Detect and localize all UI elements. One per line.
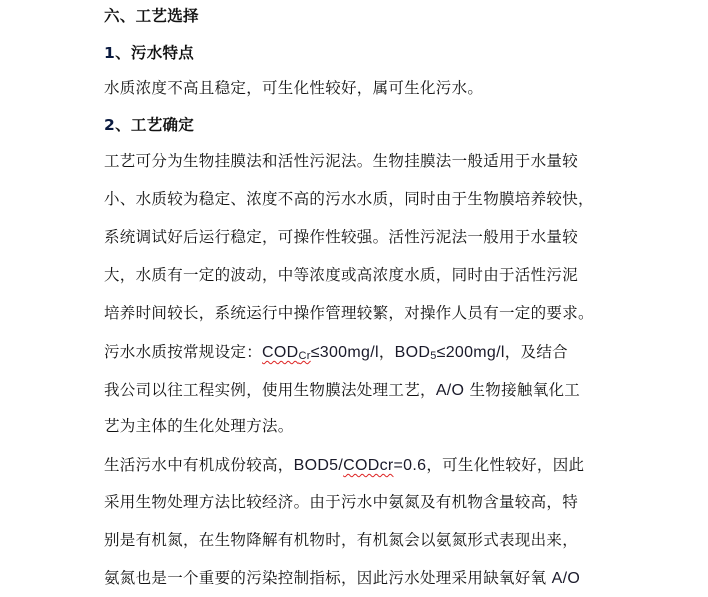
text-span: COD [262,344,299,361]
text-span: 生物接触氧化工 [464,381,581,399]
subscript: Cr [298,350,311,362]
text-span: 污水水质按常规设定： [104,343,263,361]
text-span: BOD [394,344,431,361]
paragraph-1-line: 大，水质有一定的波动，中等浓度或高浓度水质，同时由于活性污泥 [104,266,579,284]
cod-label [262,344,311,361]
paragraph-1-line: 小、水质较为稳定、浓度不高的污水水质，同时由于生物膜培养较快， [104,190,594,208]
text-span: 氨氮也是一个重要的污染控制指标，因此污水处理采用缺氧好氧 [104,569,552,587]
cod-ratio: CODcr [343,457,394,474]
paragraph-1-line: 培养时间较长，系统运行中操作管理较繁，对操作人员有一定的要求。 [104,304,594,322]
subsection-1-text: 水质浓度不高且稳定，可生化性较好，属可生化污水。 [104,79,484,97]
paragraph-1-line: 系统调试好后运行稳定，可操作性较强。活性污泥法一般用于水量较 [104,228,579,246]
section-title: 六、工艺选择 [104,7,199,25]
paragraph-2-line [104,380,580,401]
subsection-title: 、工艺确定 [115,116,195,134]
text-span: ， [378,343,395,361]
paragraph-2-line: 艺为主体的生化处理方法。 [104,417,294,435]
subsection-number: 1 [104,44,116,62]
paragraph-3-line [104,568,580,589]
ao-term: A/O [435,382,465,399]
bod-label [395,344,437,361]
paragraph-1-line: 工艺可分为生物挂膜法和活性污泥法。生物挂膜法一般适用于水量较 [104,152,579,170]
cod-value: ≤300mg/l [310,344,379,361]
ao-term: A/O [551,570,581,587]
bod-value: ≤200mg/l [436,344,505,361]
subscript: 5 [430,350,437,362]
paragraph-3-line: 别是有机氮，在生物降解有机物时，有机氮会以氨氮形式表现出来， [104,531,579,549]
paragraph-3-line: 采用生物处理方法比较经济。由于污水中氨氮及有机物含量较高，特 [104,493,579,511]
paragraph-2-line [104,342,568,366]
paragraph-3-line [104,455,584,476]
subsection-1-heading [104,43,194,63]
subsection-number: 2 [104,116,116,134]
ratio-value: =0.6 [393,457,427,474]
text-span: 我公司以往工程实例，使用生物膜法处理工艺， [104,381,436,399]
text-span: 生活污水中有机成份较高， [104,456,294,474]
subsection-title: 、污水特点 [115,44,195,62]
subsection-2-heading [104,115,194,135]
text-span: ，可生化性较好，因此 [426,456,585,474]
text-span: ，及结合 [504,343,568,361]
bod-ratio: BOD5/ [293,457,344,474]
